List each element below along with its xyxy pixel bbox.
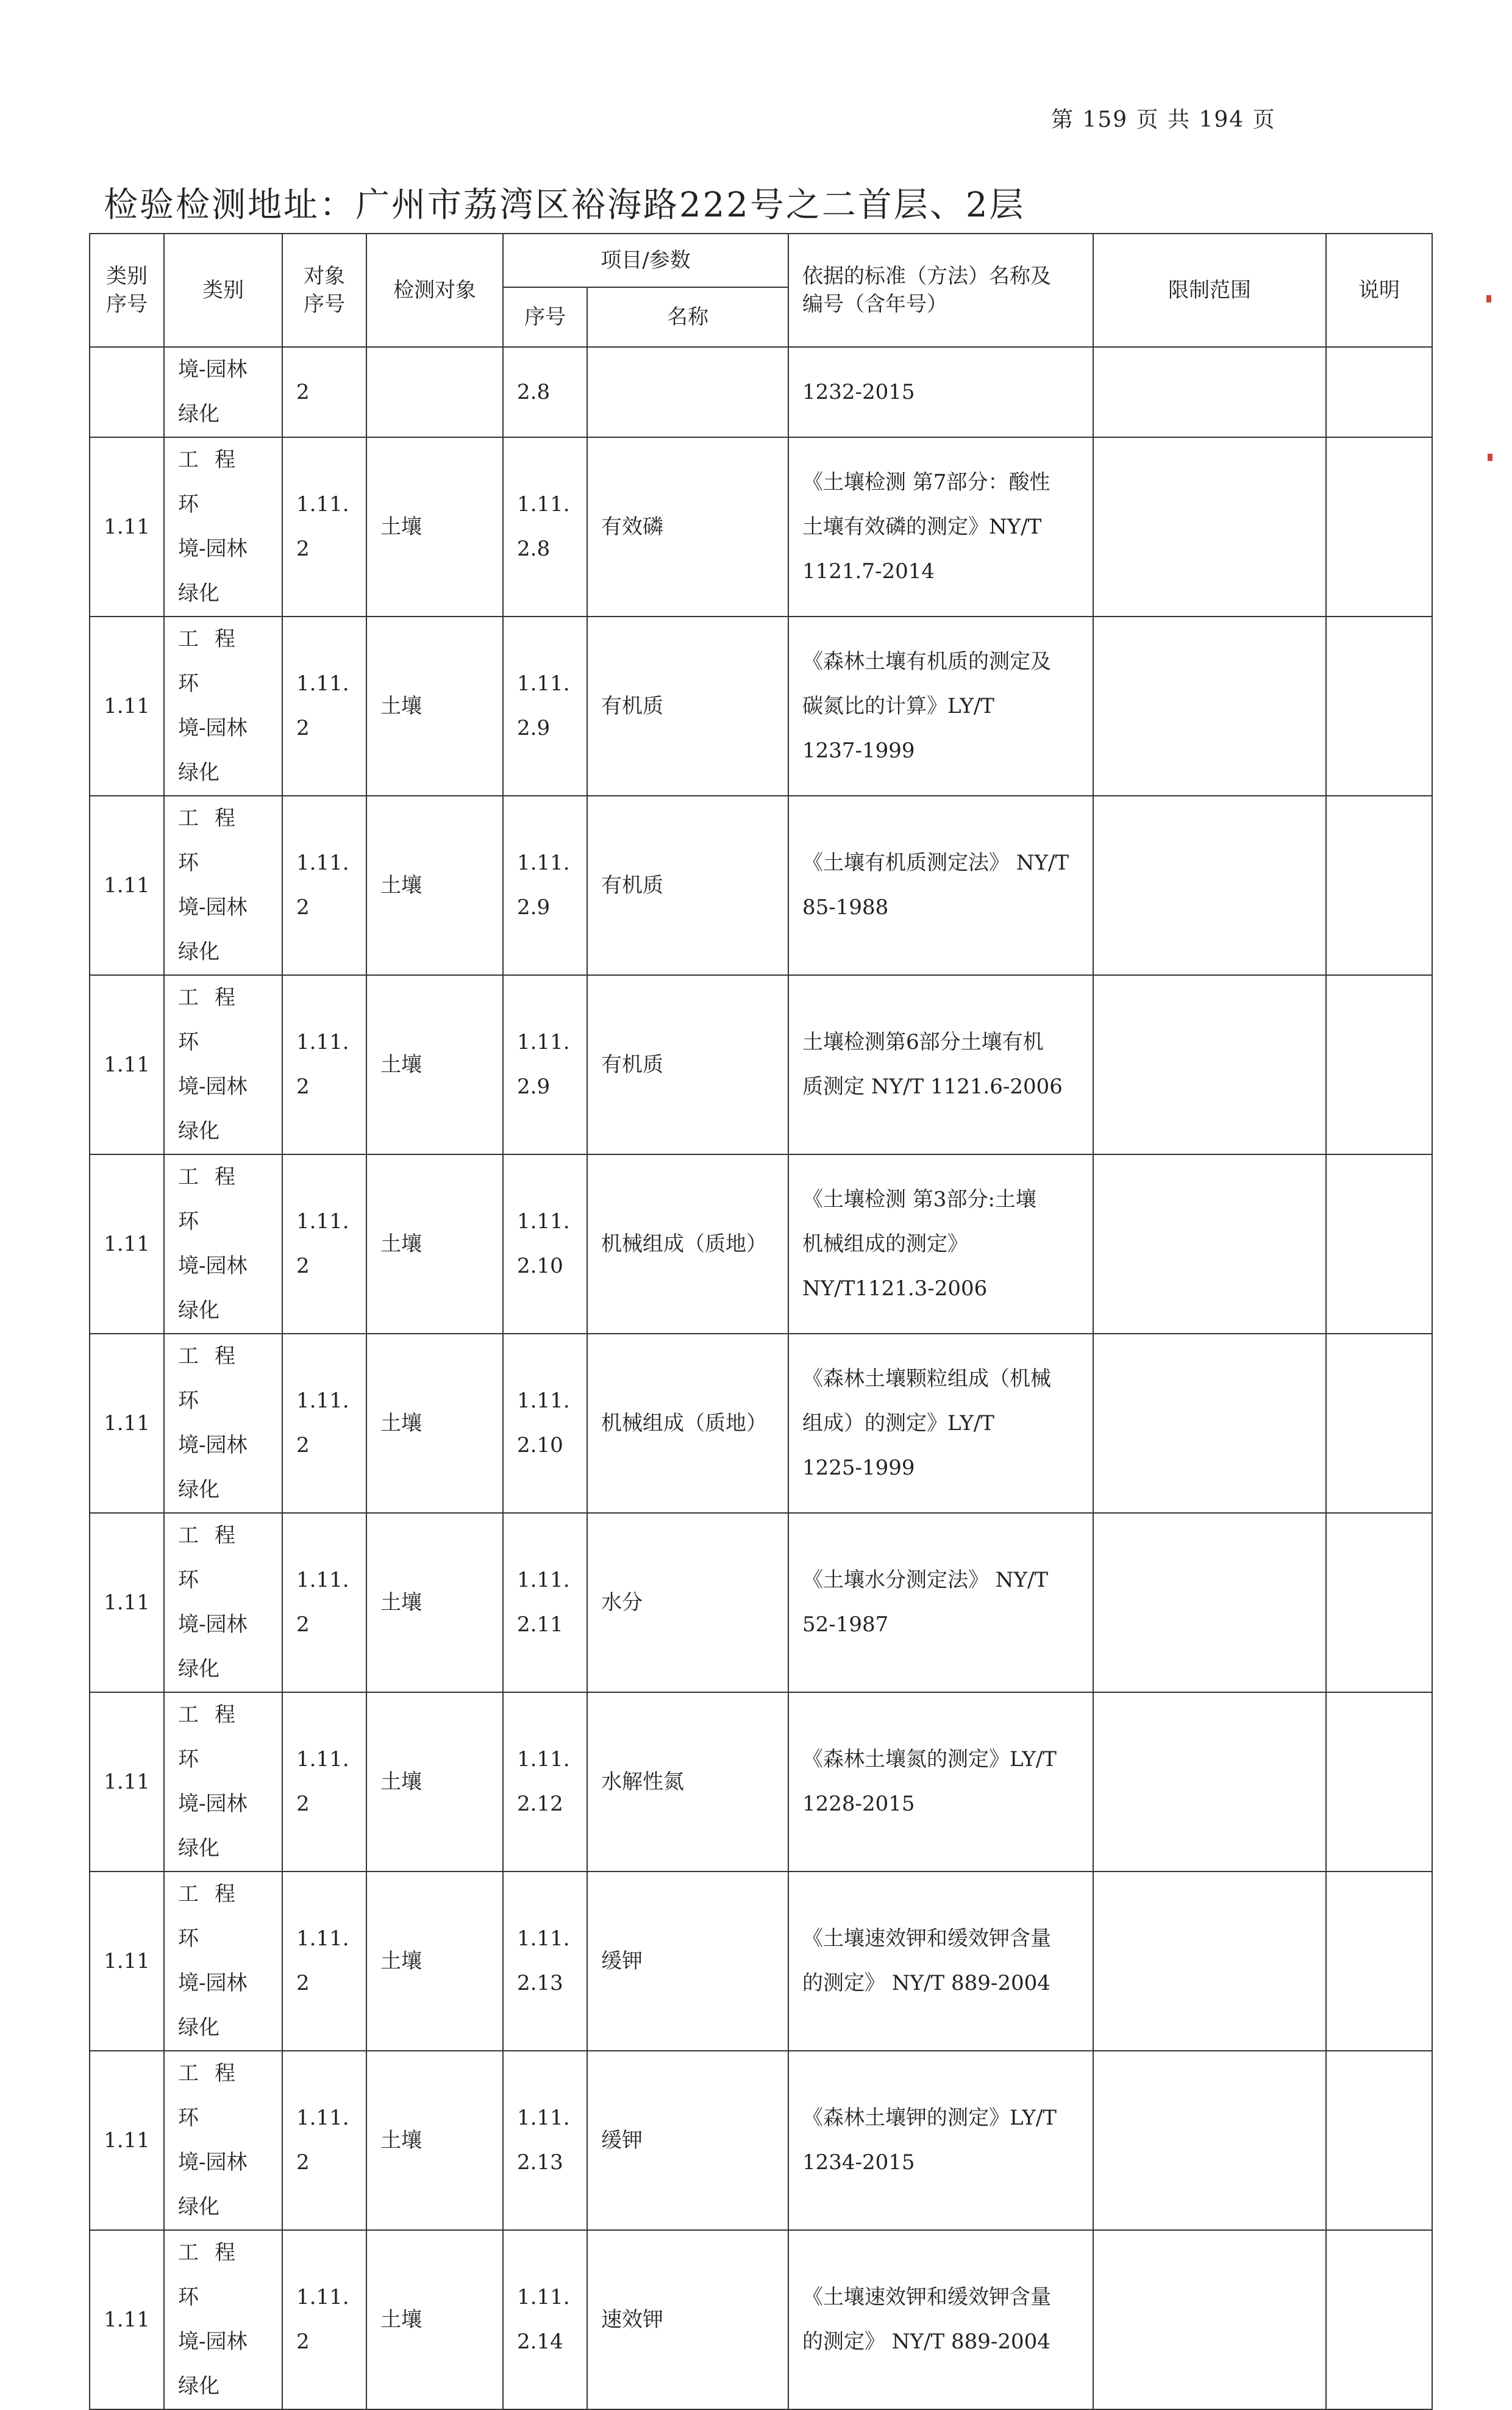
cell-cat-no: 1.11 xyxy=(90,1513,164,1692)
cell-note xyxy=(1326,1513,1432,1692)
cell-limit xyxy=(1093,347,1326,437)
table-row xyxy=(90,1334,1432,1513)
cell-obj-no: 1.11. 2 xyxy=(282,2051,366,2230)
cell-obj-no: 1.11. 2 xyxy=(282,1872,366,2051)
cell-item-name: 水解性氮 xyxy=(587,1692,788,1872)
scope-table xyxy=(89,233,1433,2410)
cell-item-name: 有机质 xyxy=(587,796,788,975)
cell-obj-no: 1.11. 2 xyxy=(282,1154,366,1334)
cell-category: 工程环 境-园林 绿化 xyxy=(164,1872,282,2051)
cell-object: 土壤 xyxy=(366,1334,503,1513)
cell-object: 土壤 xyxy=(366,1872,503,2051)
cell-note xyxy=(1326,2230,1432,2409)
cell-standard: 《森林土壤有机质的测定及 碳氮比的计算》LY/T 1237-1999 xyxy=(788,617,1093,796)
header-row xyxy=(90,234,1432,287)
table-row xyxy=(90,347,1432,437)
cell-cat-no: 1.11 xyxy=(90,1692,164,1872)
cell-cat-no xyxy=(90,347,164,437)
cell-standard: 《土壤检测 第3部分:土壤 机械组成的测定》 NY/T1121.3-2006 xyxy=(788,1154,1093,1334)
cell-obj-no: 1.11. 2 xyxy=(282,617,366,796)
cell-object xyxy=(366,347,503,437)
cell-item-name: 速效钾 xyxy=(587,2230,788,2409)
col-standard: 依据的标准（方法）名称及 编号（含年号） xyxy=(788,234,1093,347)
cell-obj-no: 1.11. 2 xyxy=(282,2230,366,2409)
scan-mark xyxy=(1486,295,1491,302)
col-item-param: 项目/参数 xyxy=(503,234,788,287)
cell-obj-no: 1.11. 2 xyxy=(282,796,366,975)
table-row xyxy=(90,2051,1432,2230)
cell-object: 土壤 xyxy=(366,2051,503,2230)
cell-item-name: 有效磷 xyxy=(587,437,788,617)
cell-obj-no: 1.11. 2 xyxy=(282,1513,366,1692)
cell-item-seq: 1.11. 2.13 xyxy=(503,2051,587,2230)
cell-limit xyxy=(1093,617,1326,796)
cell-item-seq: 1.11. 2.14 xyxy=(503,2230,587,2409)
cell-object: 土壤 xyxy=(366,437,503,617)
cell-cat-no: 1.11 xyxy=(90,1154,164,1334)
cell-cat-no: 1.11 xyxy=(90,1872,164,2051)
cell-item-name: 缓钾 xyxy=(587,1872,788,2051)
cell-note xyxy=(1326,347,1432,437)
cell-limit xyxy=(1093,2051,1326,2230)
cell-standard: 1232-2015 xyxy=(788,347,1093,437)
cell-note xyxy=(1326,975,1432,1154)
cell-object: 土壤 xyxy=(366,1154,503,1334)
table-row xyxy=(90,796,1432,975)
table-row xyxy=(90,617,1432,796)
cell-obj-no: 1.11. 2 xyxy=(282,1334,366,1513)
table-row xyxy=(90,2230,1432,2409)
cell-standard: 《土壤有机质测定法》 NY/T 85-1988 xyxy=(788,796,1093,975)
col-item-name: 名称 xyxy=(587,287,788,347)
cell-category: 工程环 境-园林 绿化 xyxy=(164,1154,282,1334)
cell-item-name: 水分 xyxy=(587,1513,788,1692)
cell-category: 工程环 境-园林 绿化 xyxy=(164,1692,282,1872)
cell-note xyxy=(1326,617,1432,796)
cell-standard: 《土壤速效钾和缓效钾含量 的测定》 NY/T 889-2004 xyxy=(788,1872,1093,2051)
cell-item-seq: 1.11. 2.12 xyxy=(503,1692,587,1872)
cell-note xyxy=(1326,2051,1432,2230)
table-row xyxy=(90,1513,1432,1692)
cell-category: 工程环 境-园林 绿化 xyxy=(164,1334,282,1513)
table-row xyxy=(90,1154,1432,1334)
cell-limit xyxy=(1093,1154,1326,1334)
cell-category: 工程环 境-园林 绿化 xyxy=(164,1513,282,1692)
cell-item-name xyxy=(587,347,788,437)
col-cat-no: 类别 序号 xyxy=(90,234,164,347)
cell-item-seq: 1.11. 2.8 xyxy=(503,437,587,617)
col-limit: 限制范围 xyxy=(1093,234,1326,347)
cell-object: 土壤 xyxy=(366,1513,503,1692)
col-object: 检测对象 xyxy=(366,234,503,347)
cell-note xyxy=(1326,1872,1432,2051)
cell-note xyxy=(1326,1154,1432,1334)
cell-item-seq: 2.8 xyxy=(503,347,587,437)
cell-item-seq: 1.11. 2.10 xyxy=(503,1154,587,1334)
cell-item-name: 缓钾 xyxy=(587,2051,788,2230)
cell-limit xyxy=(1093,437,1326,617)
cell-item-seq: 1.11. 2.11 xyxy=(503,1513,587,1692)
cell-category: 工程环 境-园林 绿化 xyxy=(164,2051,282,2230)
cell-limit xyxy=(1093,1692,1326,1872)
cell-limit xyxy=(1093,1334,1326,1513)
cell-item-name: 有机质 xyxy=(587,975,788,1154)
cell-standard: 《森林土壤钾的测定》LY/T 1234-2015 xyxy=(788,2051,1093,2230)
cell-object: 土壤 xyxy=(366,796,503,975)
cell-note xyxy=(1326,1334,1432,1513)
cell-obj-no: 1.11. 2 xyxy=(282,437,366,617)
cell-category: 工程环 境-园林 绿化 xyxy=(164,975,282,1154)
cell-limit xyxy=(1093,1513,1326,1692)
cell-standard: 《森林土壤氮的测定》LY/T 1228-2015 xyxy=(788,1692,1093,1872)
cell-category: 工程环 境-园林 绿化 xyxy=(164,617,282,796)
cell-category: 工程环 境-园林 绿化 xyxy=(164,796,282,975)
cell-item-seq: 1.11. 2.13 xyxy=(503,1872,587,2051)
test-address: 检验检测地址：广州市荔湾区裕海路222号之二首层、2层 xyxy=(104,185,1025,225)
cell-item-seq: 1.11. 2.10 xyxy=(503,1334,587,1513)
table-row xyxy=(90,1872,1432,2051)
cell-cat-no: 1.11 xyxy=(90,437,164,617)
cell-note xyxy=(1326,1692,1432,1872)
cell-cat-no: 1.11 xyxy=(90,617,164,796)
cell-object: 土壤 xyxy=(366,1692,503,1872)
cell-standard: 《森林土壤颗粒组成（机械 组成）的测定》LY/T 1225-1999 xyxy=(788,1334,1093,1513)
cell-cat-no: 1.11 xyxy=(90,1334,164,1513)
page-counter: 第 159 页 共 194 页 xyxy=(1051,107,1276,132)
cell-obj-no: 2 xyxy=(282,347,366,437)
table-row xyxy=(90,975,1432,1154)
cell-standard: 土壤检测第6部分土壤有机 质测定 NY/T 1121.6-2006 xyxy=(788,975,1093,1154)
cell-note xyxy=(1326,437,1432,617)
scan-mark xyxy=(1488,454,1492,461)
table-row xyxy=(90,1692,1432,1872)
col-obj-no: 对象 序号 xyxy=(282,234,366,347)
cell-cat-no: 1.11 xyxy=(90,796,164,975)
cell-limit xyxy=(1093,796,1326,975)
cell-item-seq: 1.11. 2.9 xyxy=(503,796,587,975)
cell-item-name: 有机质 xyxy=(587,617,788,796)
col-note: 说明 xyxy=(1326,234,1432,347)
cell-standard: 《土壤检测 第7部分：酸性 土壤有效磷的测定》NY/T 1121.7-2014 xyxy=(788,437,1093,617)
cell-object: 土壤 xyxy=(366,2230,503,2409)
cell-cat-no: 1.11 xyxy=(90,2051,164,2230)
col-item-seq: 序号 xyxy=(503,287,587,347)
col-category: 类别 xyxy=(164,234,282,347)
cell-note xyxy=(1326,796,1432,975)
cell-cat-no: 1.11 xyxy=(90,2230,164,2409)
cell-category: 工程环 境-园林 绿化 xyxy=(164,2230,282,2409)
cell-standard: 《土壤水分测定法》 NY/T 52-1987 xyxy=(788,1513,1093,1692)
cell-item-seq: 1.11. 2.9 xyxy=(503,617,587,796)
cell-category: 境-园林 绿化 xyxy=(164,347,282,437)
cell-limit xyxy=(1093,975,1326,1154)
cell-standard: 《土壤速效钾和缓效钾含量 的测定》 NY/T 889-2004 xyxy=(788,2230,1093,2409)
cell-obj-no: 1.11. 2 xyxy=(282,975,366,1154)
cell-item-seq: 1.11. 2.9 xyxy=(503,975,587,1154)
cell-object: 土壤 xyxy=(366,617,503,796)
cell-item-name: 机械组成（质地） xyxy=(587,1154,788,1334)
cell-limit xyxy=(1093,2230,1326,2409)
cell-cat-no: 1.11 xyxy=(90,975,164,1154)
cell-category: 工程环 境-园林 绿化 xyxy=(164,437,282,617)
cell-object: 土壤 xyxy=(366,975,503,1154)
table-row xyxy=(90,437,1432,617)
cell-item-name: 机械组成（质地） xyxy=(587,1334,788,1513)
cell-obj-no: 1.11. 2 xyxy=(282,1692,366,1872)
cell-limit xyxy=(1093,1872,1326,2051)
